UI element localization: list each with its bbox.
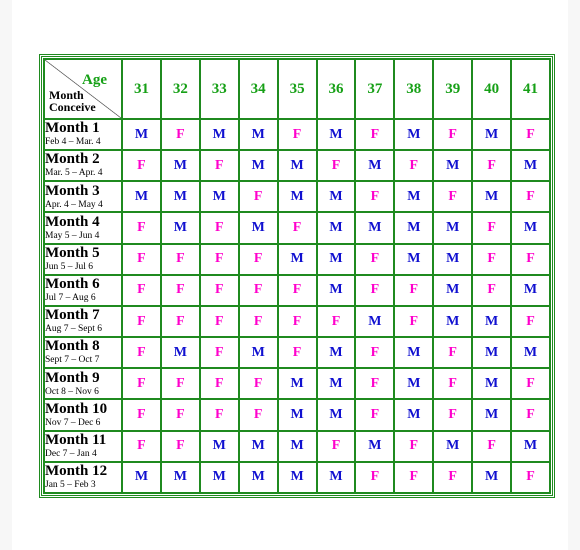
month-cell [44, 368, 122, 399]
gender-cell: F [239, 181, 278, 212]
gender-cell: F [355, 337, 394, 368]
gender-cell: M [278, 368, 317, 399]
gender-cell: F [394, 150, 433, 181]
gender-cell: M [433, 212, 472, 243]
gender-cell: M [317, 244, 356, 275]
month-date-range: Dec 7 – Jan 4 [45, 448, 97, 459]
month-name: Month 8 [45, 338, 100, 355]
age-header-32: 32 [161, 59, 200, 119]
gender-cell: F [355, 399, 394, 430]
age-header-38: 38 [394, 59, 433, 119]
gender-cell: M [472, 181, 511, 212]
gender-cell: F [122, 337, 161, 368]
age-header-34: 34 [239, 59, 278, 119]
gender-cell: F [433, 119, 472, 150]
gender-cell: M [317, 368, 356, 399]
gender-cell: F [472, 212, 511, 243]
table-row [44, 462, 550, 493]
gender-cell: M [317, 462, 356, 493]
gender-cell: F [122, 399, 161, 430]
age-header-36: 36 [317, 59, 356, 119]
gender-cell: F [161, 368, 200, 399]
month-cell [44, 431, 122, 462]
gender-cell: M [433, 431, 472, 462]
gender-cell: F [200, 306, 239, 337]
gender-cell: M [278, 462, 317, 493]
gender-cell: M [433, 306, 472, 337]
age-axis-label: Age [82, 72, 107, 88]
gender-cell: F [472, 275, 511, 306]
gender-cell: M [239, 150, 278, 181]
gender-cell: M [278, 181, 317, 212]
gender-cell: M [511, 275, 550, 306]
gender-cell: F [433, 181, 472, 212]
gender-cell: F [433, 337, 472, 368]
gender-cell: F [200, 368, 239, 399]
gender-cell: M [394, 337, 433, 368]
gender-cell: M [122, 181, 161, 212]
gender-cell: M [472, 368, 511, 399]
gender-cell: F [511, 244, 550, 275]
gender-cell: F [161, 399, 200, 430]
gender-cell: F [122, 431, 161, 462]
gender-cell: M [394, 212, 433, 243]
gender-cell: F [200, 275, 239, 306]
gender-prediction-table [43, 58, 551, 494]
month-name: Month 5 [45, 244, 100, 261]
gender-cell: M [200, 431, 239, 462]
chart-frame [39, 54, 555, 498]
table-row [44, 212, 550, 243]
gender-cell: F [200, 337, 239, 368]
gender-cell: F [239, 399, 278, 430]
month-date-range: Apr. 4 – May 4 [45, 199, 103, 210]
gender-cell: M [355, 150, 394, 181]
gender-cell: F [200, 244, 239, 275]
month-name: Month 11 [45, 431, 107, 448]
gender-cell: M [472, 399, 511, 430]
gender-cell: M [355, 431, 394, 462]
gender-cell: F [239, 275, 278, 306]
gender-cell: M [394, 181, 433, 212]
month-date-range: Aug 7 – Sept 6 [45, 324, 102, 335]
gender-cell: M [472, 462, 511, 493]
table-row [44, 368, 550, 399]
gender-cell: F [394, 275, 433, 306]
gender-cell: M [511, 337, 550, 368]
month-cell [44, 119, 122, 150]
month-name: Month 1 [45, 120, 100, 137]
month-date-range: Nov 7 – Dec 6 [45, 417, 101, 428]
table-row [44, 337, 550, 368]
month-cell [44, 212, 122, 243]
month-cell [44, 337, 122, 368]
gender-cell: M [317, 337, 356, 368]
gender-cell: F [355, 244, 394, 275]
month-date-range: Jun 5 – Jul 6 [45, 261, 94, 272]
table-row [44, 275, 550, 306]
table-row [44, 306, 550, 337]
gender-cell: F [355, 181, 394, 212]
gender-cell: F [122, 306, 161, 337]
gender-cell: F [355, 275, 394, 306]
month-date-range: May 5 – Jun 4 [45, 230, 100, 241]
gender-cell: M [317, 119, 356, 150]
gender-cell: M [161, 212, 200, 243]
gender-cell: F [355, 119, 394, 150]
gender-cell: F [511, 181, 550, 212]
gender-cell: F [355, 462, 394, 493]
month-cell [44, 181, 122, 212]
table-row [44, 244, 550, 275]
age-header-41: 41 [511, 59, 550, 119]
document-page [12, 0, 568, 550]
header-row [44, 59, 550, 119]
gender-cell: F [355, 368, 394, 399]
gender-cell: M [161, 337, 200, 368]
gender-cell: F [278, 119, 317, 150]
gender-cell: M [161, 150, 200, 181]
corner-header [44, 59, 122, 119]
gender-cell: F [317, 306, 356, 337]
gender-cell: M [472, 119, 511, 150]
gender-cell: F [317, 431, 356, 462]
gender-cell: F [511, 368, 550, 399]
gender-cell: F [161, 275, 200, 306]
gender-cell: F [200, 212, 239, 243]
month-cell [44, 399, 122, 430]
gender-cell: M [200, 181, 239, 212]
gender-cell: F [394, 306, 433, 337]
month-cell [44, 462, 122, 493]
age-header-39: 39 [433, 59, 472, 119]
table-row [44, 119, 550, 150]
gender-cell: F [433, 462, 472, 493]
gender-cell: M [278, 431, 317, 462]
gender-cell: M [317, 275, 356, 306]
month-name: Month 6 [45, 276, 100, 293]
gender-cell: M [394, 368, 433, 399]
age-header-33: 33 [200, 59, 239, 119]
month-cell [44, 244, 122, 275]
age-header-40: 40 [472, 59, 511, 119]
gender-cell: M [472, 337, 511, 368]
gender-cell: F [161, 306, 200, 337]
gender-cell: F [200, 150, 239, 181]
month-date-range: Sept 7 – Oct 7 [45, 355, 100, 366]
gender-cell: F [122, 244, 161, 275]
gender-cell: F [511, 306, 550, 337]
gender-cell: M [355, 212, 394, 243]
gender-cell: F [394, 431, 433, 462]
gender-cell: M [122, 462, 161, 493]
gender-cell: F [122, 368, 161, 399]
gender-cell: M [472, 306, 511, 337]
gender-cell: F [278, 275, 317, 306]
gender-cell: M [239, 462, 278, 493]
month-date-range: Jan 5 – Feb 3 [45, 480, 96, 491]
gender-cell: M [317, 399, 356, 430]
month-date-range: Jul 7 – Aug 6 [45, 293, 96, 304]
gender-cell: F [433, 368, 472, 399]
table-row [44, 150, 550, 181]
gender-cell: F [394, 462, 433, 493]
gender-cell: F [239, 244, 278, 275]
gender-cell: M [394, 244, 433, 275]
gender-cell: M [161, 181, 200, 212]
gender-cell: F [161, 244, 200, 275]
gender-cell: M [317, 181, 356, 212]
gender-cell: M [200, 462, 239, 493]
table-row [44, 181, 550, 212]
gender-cell: F [278, 337, 317, 368]
gender-cell: F [122, 275, 161, 306]
gender-cell: M [239, 431, 278, 462]
gender-cell: M [122, 119, 161, 150]
gender-cell: M [433, 150, 472, 181]
month-date-range: Mar. 5 – Apr. 4 [45, 168, 103, 179]
gender-cell: M [433, 275, 472, 306]
gender-cell: F [511, 462, 550, 493]
gender-cell: F [472, 431, 511, 462]
month-name: Month 7 [45, 307, 100, 324]
gender-cell: F [200, 399, 239, 430]
gender-cell: M [317, 212, 356, 243]
table-body [44, 119, 550, 493]
month-name: Month 10 [45, 400, 108, 417]
gender-cell: F [317, 150, 356, 181]
gender-cell: M [239, 337, 278, 368]
month-name: Month 9 [45, 369, 100, 386]
gender-cell: M [355, 306, 394, 337]
gender-cell: F [161, 431, 200, 462]
gender-cell: M [278, 244, 317, 275]
gender-cell: F [239, 368, 278, 399]
gender-cell: M [239, 212, 278, 243]
month-name: Month 2 [45, 151, 100, 168]
table-row [44, 431, 550, 462]
month-name: Month 4 [45, 213, 100, 230]
month-date-range: Oct 8 – Nov 6 [45, 386, 99, 397]
gender-cell: F [278, 306, 317, 337]
month-axis-label [49, 89, 96, 113]
age-header-31: 31 [122, 59, 161, 119]
month-axis-label-line1: Month [49, 88, 84, 102]
month-cell [44, 150, 122, 181]
gender-cell: M [511, 431, 550, 462]
age-header-35: 35 [278, 59, 317, 119]
gender-cell: M [394, 399, 433, 430]
gender-cell: F [472, 150, 511, 181]
gender-cell: M [239, 119, 278, 150]
gender-cell: F [161, 119, 200, 150]
gender-cell: M [394, 119, 433, 150]
gender-cell: F [278, 212, 317, 243]
gender-cell: M [161, 462, 200, 493]
month-date-range: Feb 4 – Mar. 4 [45, 137, 101, 148]
gender-cell: M [200, 119, 239, 150]
gender-cell: F [239, 306, 278, 337]
gender-cell: F [511, 399, 550, 430]
gender-cell: F [433, 399, 472, 430]
gender-cell: F [122, 212, 161, 243]
gender-cell: M [511, 212, 550, 243]
table-row [44, 399, 550, 430]
gender-cell: F [122, 150, 161, 181]
month-cell [44, 306, 122, 337]
gender-cell: F [472, 244, 511, 275]
gender-cell: M [511, 150, 550, 181]
age-header-37: 37 [355, 59, 394, 119]
month-name: Month 3 [45, 182, 100, 199]
gender-cell: M [278, 150, 317, 181]
gender-cell: M [278, 399, 317, 430]
month-name: Month 12 [45, 463, 108, 480]
gender-cell: M [433, 244, 472, 275]
gender-cell: F [511, 119, 550, 150]
month-cell [44, 275, 122, 306]
month-axis-label-line2: Conceive [49, 100, 96, 114]
